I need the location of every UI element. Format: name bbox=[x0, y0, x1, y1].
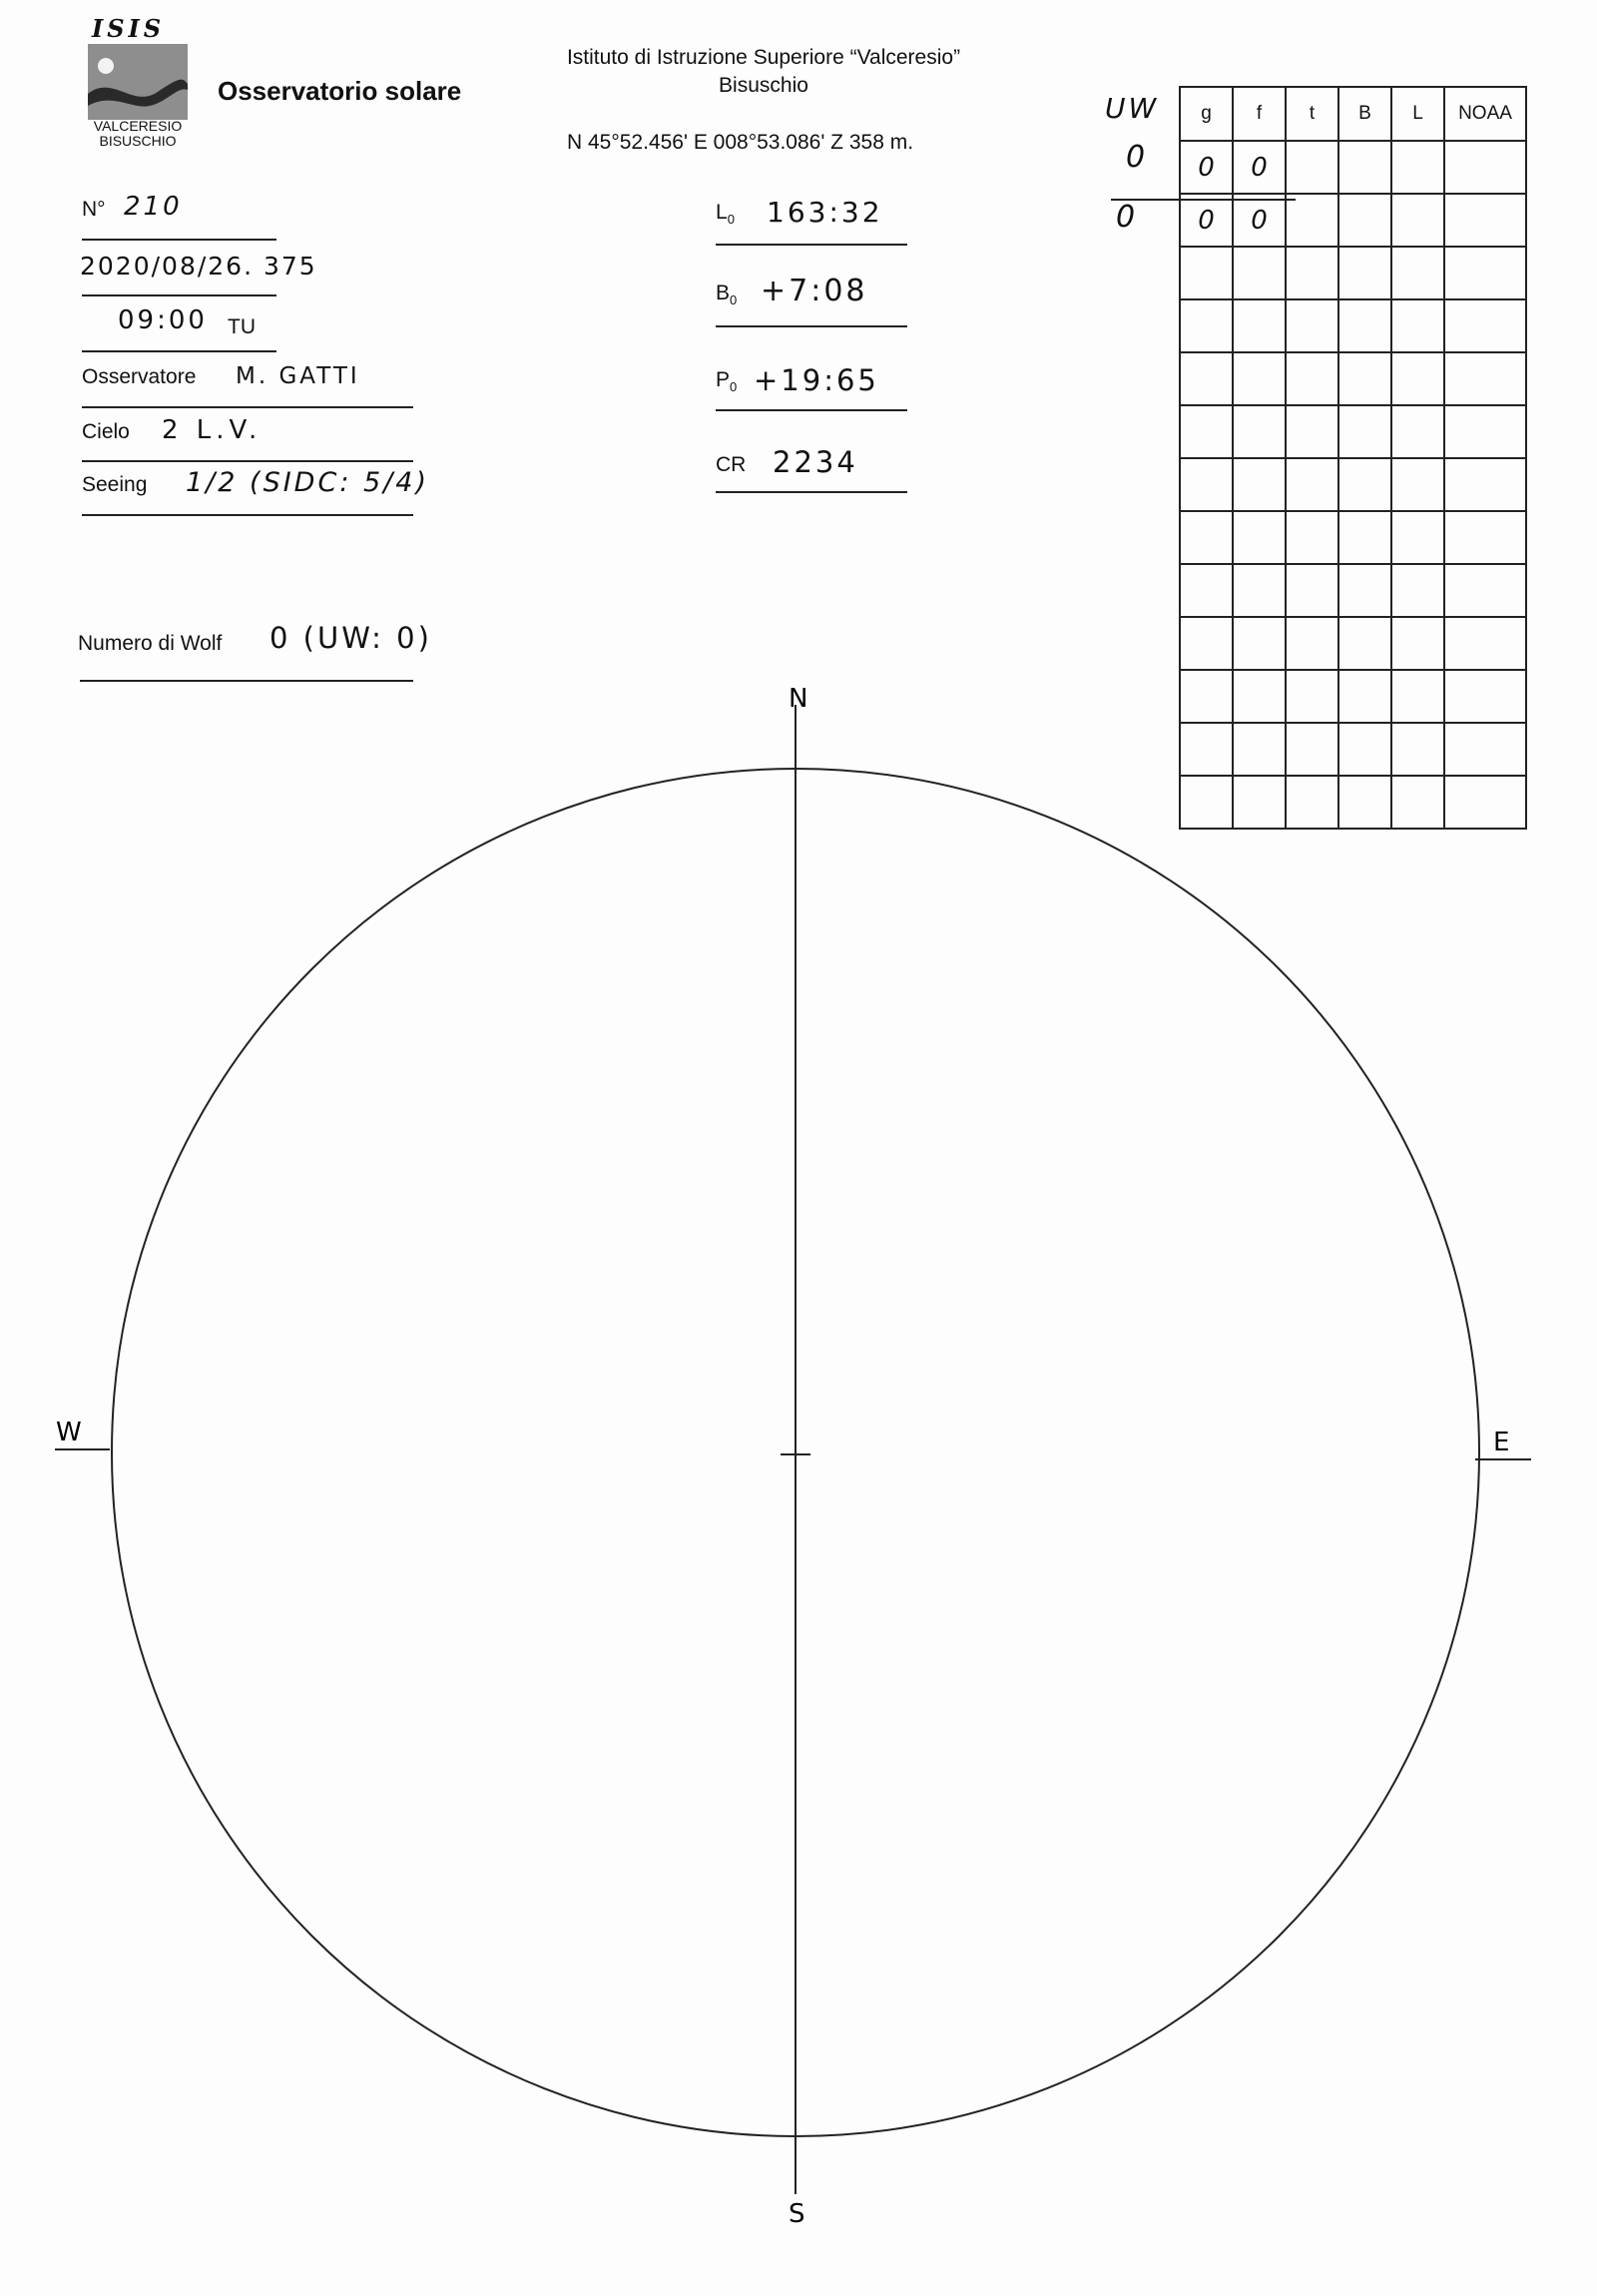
compass-east: E bbox=[1493, 1428, 1510, 1457]
logo-subtitle-line1: VALCERESIO bbox=[93, 118, 183, 134]
p0-label: $P_0$ bbox=[716, 368, 738, 395]
compass-west: W bbox=[56, 1418, 82, 1447]
institute-name: Istituto di Istruzione Superiore “Valceresio” bbox=[566, 46, 961, 69]
header-f: f bbox=[1233, 87, 1286, 141]
seeing-value: 1/2 (SIDC: 5/4) bbox=[186, 467, 429, 498]
b0-value: +7:08 bbox=[761, 274, 868, 308]
uw-value: 0 bbox=[1126, 140, 1149, 175]
header-noaa: NOAA bbox=[1444, 87, 1526, 141]
compass-north: N bbox=[789, 684, 808, 714]
observer-label: Osservatore bbox=[82, 365, 197, 388]
header-t: t bbox=[1286, 87, 1338, 141]
b0-label: $B_0$ bbox=[716, 282, 738, 308]
p0-value: +19:65 bbox=[754, 363, 879, 397]
uw-value: 0 bbox=[1116, 200, 1139, 235]
table-cell: 0 bbox=[1233, 194, 1286, 247]
cr-value: 2234 bbox=[773, 445, 858, 479]
wolf-label: Numero di Wolf bbox=[78, 632, 223, 655]
header-l: L bbox=[1391, 87, 1444, 141]
header-b: B bbox=[1338, 87, 1391, 141]
number-value: 210 bbox=[124, 192, 183, 222]
logo-subtitle-line2: BISUSCHIO bbox=[99, 133, 177, 149]
logo-wordmark: ISIS bbox=[92, 14, 166, 43]
compass-south: S bbox=[789, 2199, 805, 2229]
sky-value: 2 L.V. bbox=[162, 415, 263, 445]
time-unit: TU bbox=[228, 315, 256, 338]
date-value: 2020/08/26. 375 bbox=[80, 252, 317, 281]
wolf-value: 0 (UW: 0) bbox=[269, 621, 432, 655]
cr-label: CR bbox=[716, 453, 747, 476]
table-cell: 0 bbox=[1180, 141, 1233, 194]
observer-value: M. GATTI bbox=[236, 363, 360, 389]
seeing-label: Seeing bbox=[82, 473, 148, 496]
table-cell: 0 bbox=[1233, 141, 1286, 194]
header-g: g bbox=[1180, 87, 1233, 141]
institute-town: Bisuschio bbox=[719, 74, 808, 97]
l0-value: 163:32 bbox=[767, 196, 883, 229]
number-label: N° bbox=[82, 198, 106, 221]
time-value: 09:00 bbox=[118, 305, 208, 335]
site-coordinates: N 45°52.456' E 008°53.086' Z 358 m. bbox=[567, 131, 914, 154]
l0-label: $L_0$ bbox=[716, 201, 735, 228]
table-cell: 0 bbox=[1180, 194, 1233, 247]
observatory-name: Osservatorio solare bbox=[218, 76, 462, 106]
uw-column-header: UW bbox=[1105, 92, 1160, 125]
sky-label: Cielo bbox=[82, 420, 130, 443]
